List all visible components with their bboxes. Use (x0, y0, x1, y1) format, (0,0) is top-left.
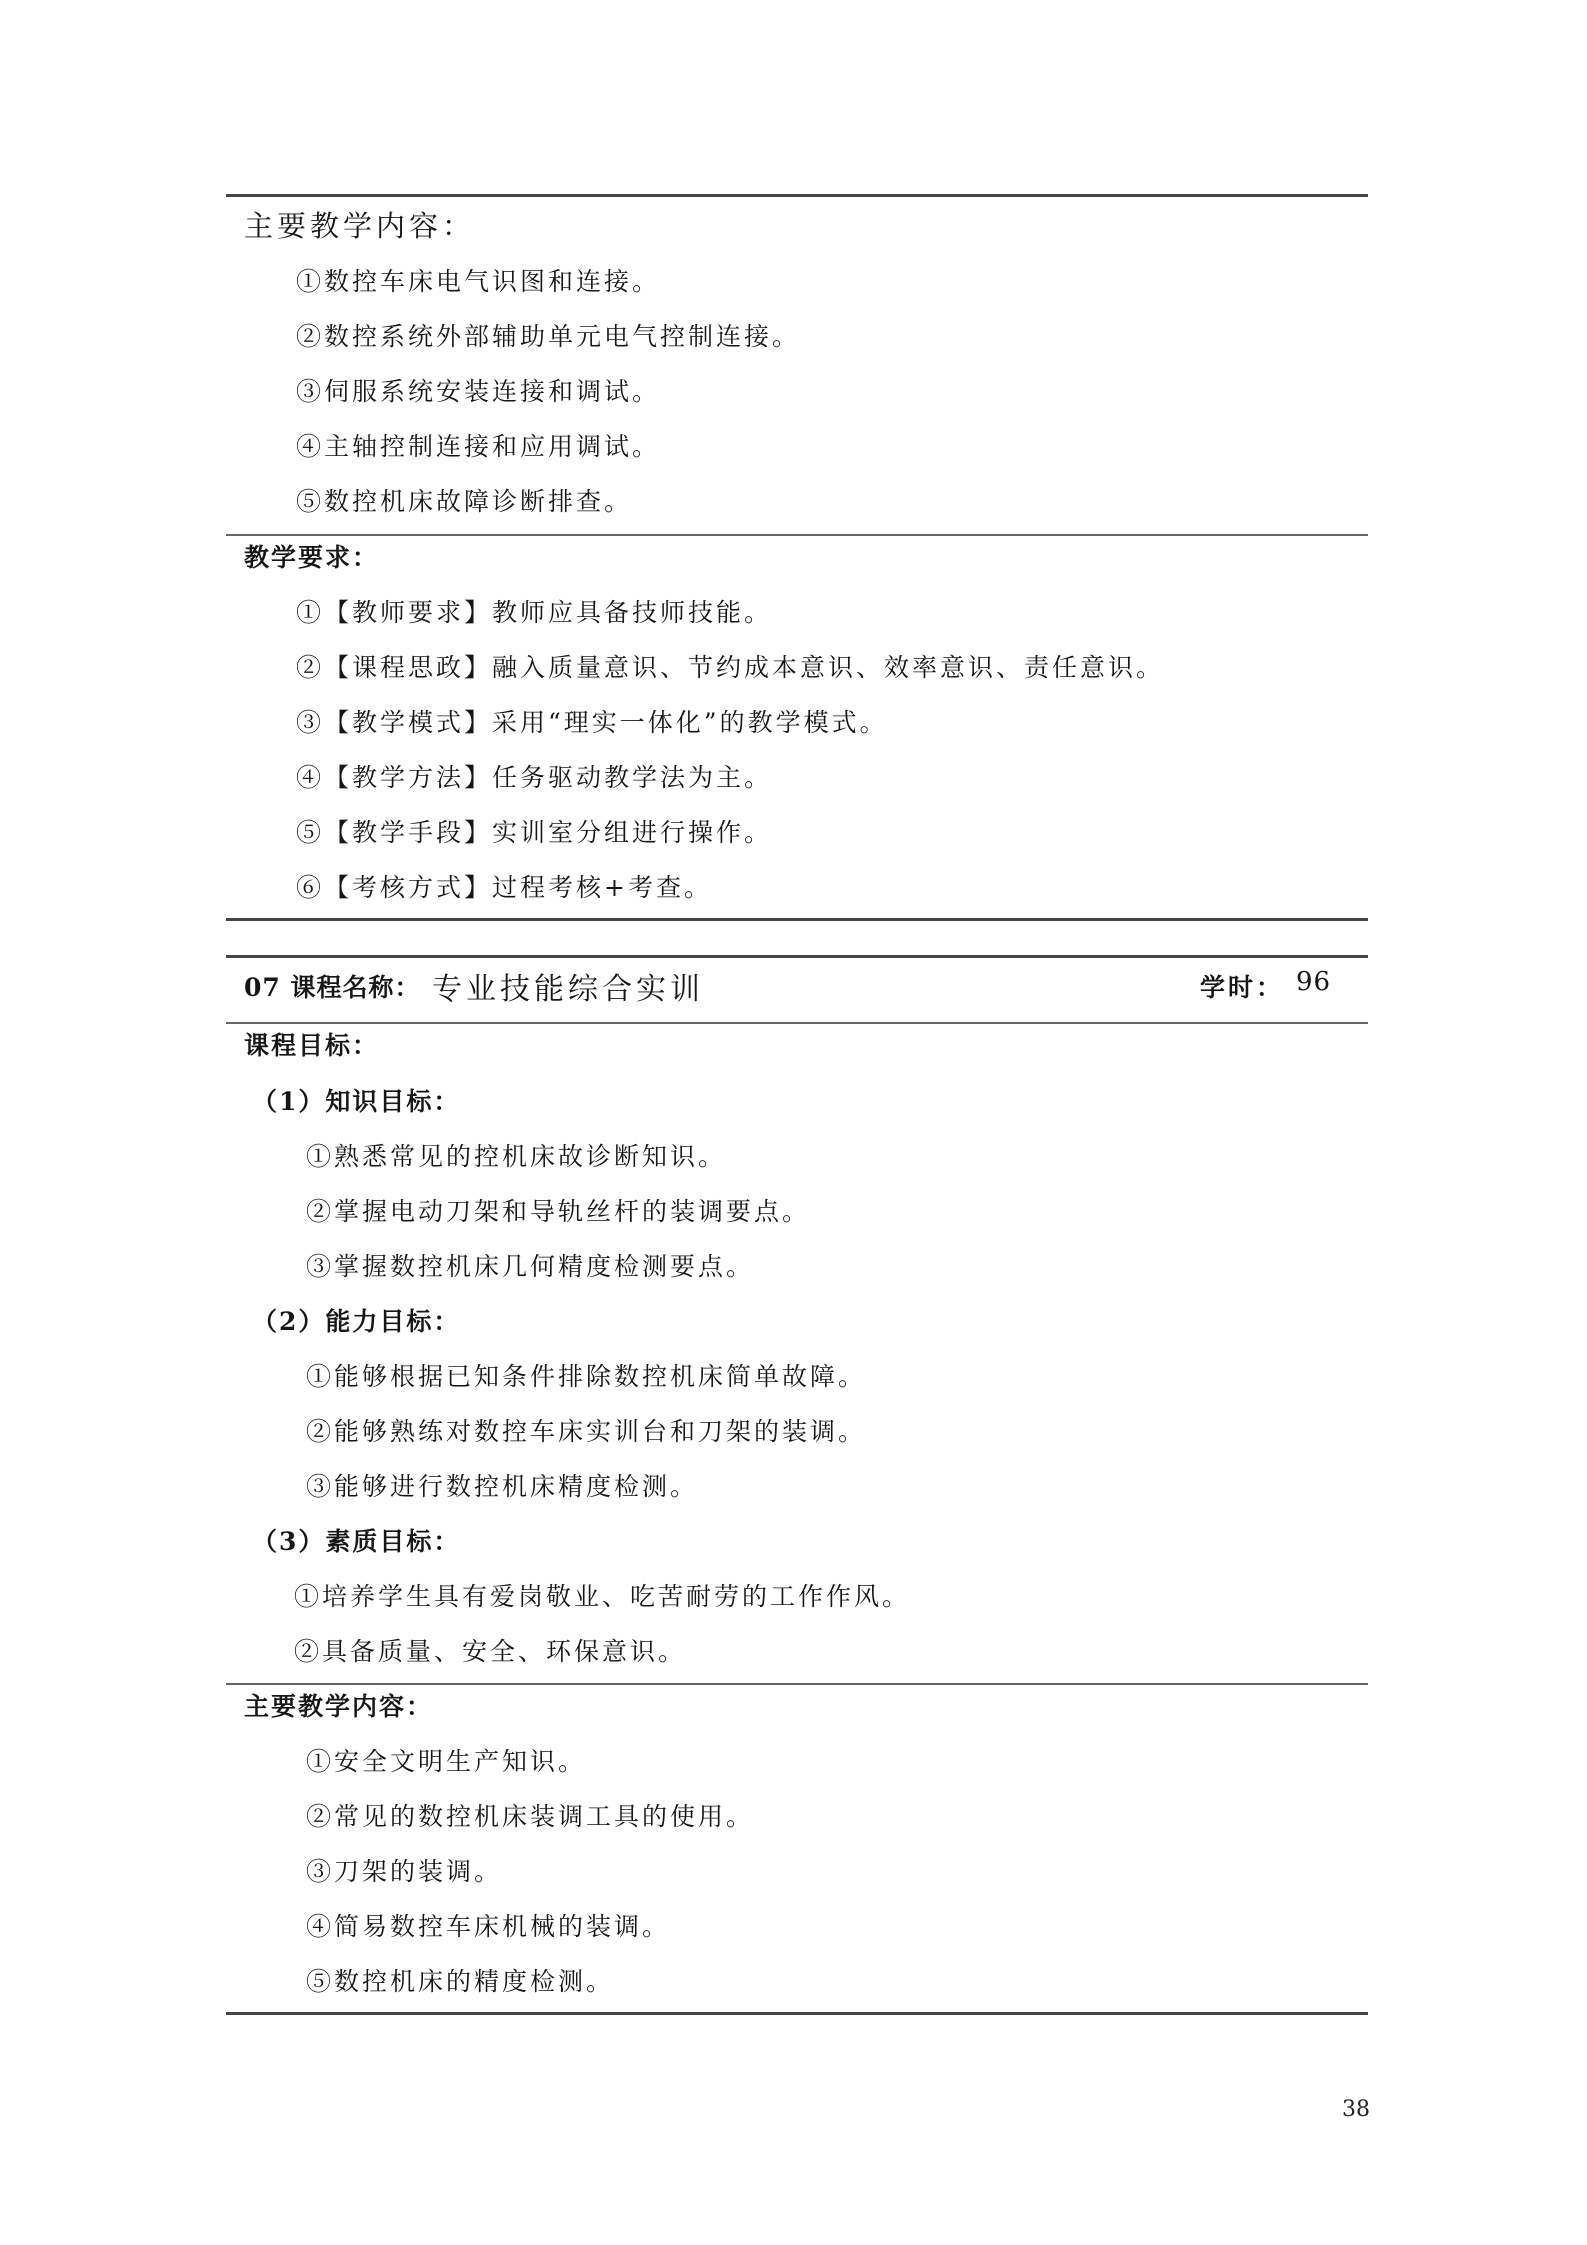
knowledge-goals-heading: （1）知识目标： (252, 1087, 461, 1116)
quality-goals-heading: （3）素质目标： (252, 1527, 461, 1556)
ability-item: ③能够进行数控机床精度检测。 (306, 1472, 699, 1501)
content-item: ④简易数控车床机械的装调。 (306, 1912, 671, 1941)
content-item: ③伺服系统安装连接和调试。 (296, 377, 661, 406)
requirement-item: ②【课程思政】融入质量意识、节约成本意识、效率意识、责任意识。 (296, 653, 1165, 682)
main-content-heading: 主要教学内容： (244, 1692, 434, 1721)
course-goals-heading: 课程目标： (244, 1031, 380, 1060)
content-item: ②常见的数控机床装调工具的使用。 (306, 1802, 755, 1831)
content-item: ①数控车床电气识图和连接。 (296, 267, 661, 296)
requirement-item: ①【教师要求】教师应具备技师技能。 (296, 598, 773, 627)
content-item: ⑤数控机床故障诊断排查。 (296, 487, 633, 516)
teaching-requirements-heading: 教学要求： (244, 543, 380, 572)
content-item: ①安全文明生产知识。 (306, 1747, 587, 1776)
section-top-rule (226, 194, 1368, 197)
divider (226, 1022, 1368, 1024)
page-number: 38 (1342, 2097, 1370, 2122)
knowledge-item: ②掌握电动刀架和导轨丝杆的装调要点。 (306, 1197, 811, 1226)
content-item: ⑤数控机床的精度检测。 (306, 1967, 615, 1996)
section-top-rule (226, 955, 1368, 958)
divider (226, 1683, 1368, 1685)
ability-goals-heading: （2）能力目标： (252, 1307, 461, 1336)
content-item: ②数控系统外部辅助单元电气控制连接。 (296, 322, 801, 351)
section-bottom-rule (226, 2012, 1368, 2015)
ability-item: ②能够熟练对数控车床实训台和刀架的装调。 (306, 1417, 867, 1446)
requirement-item: ⑥【考核方式】过程考核+考查。 (296, 873, 712, 902)
requirement-item: ③【教学模式】采用“理实一体化”的教学模式。 (296, 708, 888, 737)
hours-label: 学时： (1200, 973, 1285, 1002)
ability-item: ①能够根据已知条件排除数控机床简单故障。 (306, 1362, 867, 1391)
hours-value: 96 (1296, 967, 1332, 997)
course-name-label: 07 课程名称： (244, 973, 421, 1002)
course-name: 专业技能综合实训 (432, 972, 704, 1007)
content-item: ③刀架的装调。 (306, 1857, 503, 1886)
divider (226, 534, 1368, 536)
quality-item: ①培养学生具有爱岗敬业、吃苦耐劳的工作作风。 (294, 1582, 911, 1611)
requirement-item: ④【教学方法】任务驱动教学法为主。 (296, 763, 773, 792)
knowledge-item: ①熟悉常见的控机床故诊断知识。 (306, 1142, 727, 1171)
content-item: ④主轴控制连接和应用调试。 (296, 432, 661, 461)
knowledge-item: ③掌握数控机床几何精度检测要点。 (306, 1252, 755, 1281)
quality-item: ②具备质量、安全、环保意识。 (294, 1637, 687, 1666)
section-bottom-rule (226, 918, 1368, 921)
main-content-heading: 主要教学内容： (244, 209, 476, 243)
requirement-item: ⑤【教学手段】实训室分组进行操作。 (296, 818, 773, 847)
